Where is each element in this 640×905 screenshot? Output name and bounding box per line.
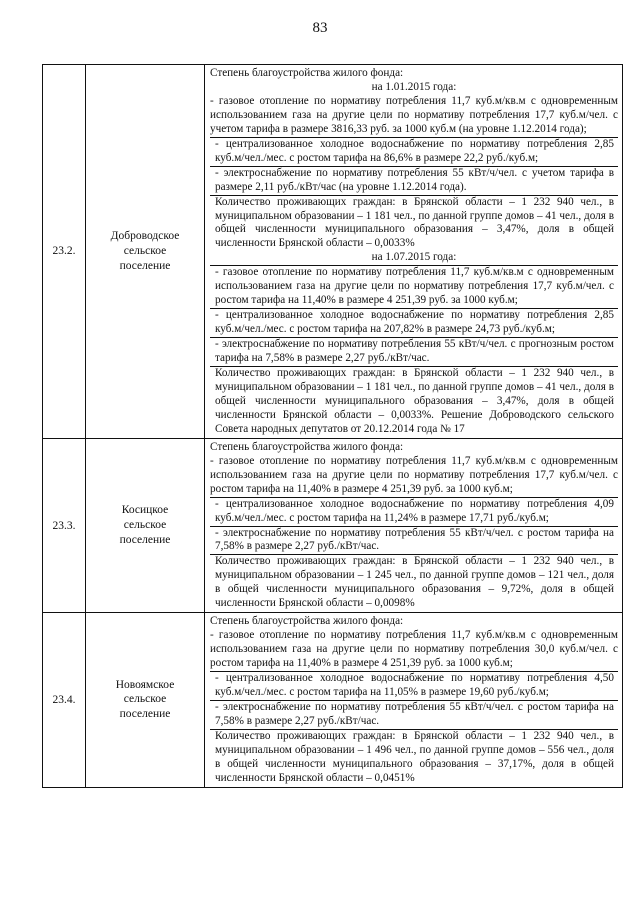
settlement-details bbox=[205, 65, 623, 439]
settlement-details bbox=[205, 438, 623, 612]
table-row bbox=[43, 65, 623, 439]
details-paragraph: Количество проживающих граждан: в Брянской области – 1 232 940 чел., в муниципальном образовании – 1 245 чел., по данной группе домов – 121 чел., доля в общей численности муниципального образования – 9,72%, доля в общей численности Брянской области – 0,0098% bbox=[210, 554, 618, 611]
settlement-details bbox=[205, 613, 623, 787]
settlement-name-line: сельское bbox=[123, 519, 167, 532]
settlement-name bbox=[86, 65, 205, 439]
settlement-name-line: поселение bbox=[119, 259, 171, 272]
row-number: 23.3. bbox=[43, 438, 86, 612]
settlement-name-line: сельское bbox=[123, 693, 167, 706]
details-paragraph: - электроснабжение по нормативу потребления 55 кВт/ч/чел. с учетом тарифа в размере 2,11 руб./кВт/час (на уровне 1.12.2014 года). bbox=[210, 166, 618, 195]
settlement-name-line: сельское bbox=[123, 244, 167, 257]
details-paragraph: - газовое отопление по нормативу потребления 11,7 куб.м/кв.м с одновременным использованием газа на другие цели по нормативу потребления 17,7 куб.м/чел. с ростом тарифа на 11,40% в размере 4 251,39 руб. за 1000 куб.м; bbox=[210, 454, 618, 495]
details-paragraph: Количество проживающих граждан: в Брянской области – 1 232 940 чел., в муниципальном образовании – 1 181 чел., по данной группе домов – 41 чел., доля в общей численности муниципального образования – 3,47%, доля в общей численности Брянской области – 0,0033%. Решение Доброводского сельского Совета народных депутатов от 20.12.2014 года № 17 bbox=[210, 366, 618, 437]
details-paragraph: Степень благоустройства жилого фонда: bbox=[210, 615, 404, 628]
settlement-name-line: Косицкое bbox=[121, 504, 169, 517]
details-paragraph: Количество проживающих граждан: в Брянской области – 1 232 940 чел., в муниципальном образовании – 1 181 чел., по данной группе домов – 41 чел., доля в общей численности муниципального образования – 3,47%, доля в общей численности Брянской области – 0,0033% bbox=[210, 195, 618, 252]
details-paragraph: на 1.07.2015 года: bbox=[371, 251, 457, 264]
details-paragraph: Степень благоустройства жилого фонда: bbox=[210, 440, 404, 453]
settlement-name bbox=[86, 438, 205, 612]
details-paragraph: Степень благоустройства жилого фонда: bbox=[210, 67, 404, 79]
details-paragraph: на 1.01.2015 года: bbox=[371, 80, 457, 93]
page-number: 83 bbox=[312, 20, 328, 36]
settlement-name-line: Новоямское bbox=[115, 678, 175, 691]
details-paragraph: - газовое отопление по нормативу потребления 11,7 куб.м/кв.м с одновременным использованием газа на другие цели по нормативу потребления 17,7 куб.м/чел. с учетом тарифа в размере 3816,33 руб. за 1000 куб.м (на уровне 1.12.2014 года); bbox=[210, 94, 618, 135]
settlement-name-line: Доброводское bbox=[110, 229, 180, 242]
table-row bbox=[43, 438, 623, 612]
settlement-name-line: поселение bbox=[119, 533, 171, 546]
settlements-table bbox=[42, 64, 623, 788]
details-paragraph: - электроснабжение по нормативу потребления 55 кВт/ч/чел. с прогнозным ростом тарифа на 7,58% в размере 2,27 руб./кВт/час. bbox=[210, 337, 618, 366]
details-paragraph: Количество проживающих граждан: в Брянской области – 1 232 940 чел., в муниципальном образовании – 1 496 чел., по данной группе домов – 556 чел., доля в общей численности муниципального образования – 37,17%, доля в общей численности Брянской области – 0,0451% bbox=[210, 729, 618, 786]
details-paragraph: - централизованное холодное водоснабжение по нормативу потребления 4,09 куб.м/чел./мес. с ростом тарифа на 11,24% в размере 17,71 руб./куб.м; bbox=[210, 497, 618, 526]
details-paragraph: - электроснабжение по нормативу потребления 55 кВт/ч/чел. с ростом тарифа на 7,58% в размере 2,27 руб./кВт/час. bbox=[210, 526, 618, 555]
details-paragraph: - централизованное холодное водоснабжение по нормативу потребления 2,85 куб.м/чел./мес. с ростом тарифа на 207,82% в размере 24,73 руб./куб.м; bbox=[210, 308, 618, 337]
row-number: 23.4. bbox=[43, 613, 86, 787]
table-row bbox=[43, 613, 623, 787]
row-number: 23.2. bbox=[43, 65, 86, 439]
settlement-name bbox=[86, 613, 205, 787]
settlement-name-line: поселение bbox=[119, 708, 171, 721]
details-paragraph: - централизованное холодное водоснабжение по нормативу потребления 4,50 куб.м/чел./мес. с ростом тарифа на 11,05% в размере 19,60 руб./куб.м; bbox=[210, 671, 618, 700]
table-body bbox=[43, 65, 623, 788]
details-paragraph: - газовое отопление по нормативу потребления 11,7 куб.м/кв.м с одновременным использованием газа на другие цели по нормативу потребления 17,7 куб.м/чел. с ростом тарифа на 11,40% в размере 4 251,39 руб. за 1000 куб.м; bbox=[210, 265, 618, 308]
details-paragraph: - централизованное холодное водоснабжение по нормативу потребления 2,85 куб.м/чел./мес. с ростом тарифа на 86,6% в размере 22,2 руб./куб.м; bbox=[210, 137, 618, 166]
details-paragraph: - электроснабжение по нормативу потребления 55 кВт/ч/чел. с ростом тарифа на 7,58% в размере 2,27 руб./кВт/час. bbox=[210, 700, 618, 729]
details-paragraph: - газовое отопление по нормативу потребления 11,7 куб.м/кв.м с одновременным использованием газа на другие цели по нормативу потребления 30,0 куб.м/чел. с ростом тарифа на 11,40% в размере 4 251,39 руб. за 1000 куб.м; bbox=[210, 629, 618, 670]
